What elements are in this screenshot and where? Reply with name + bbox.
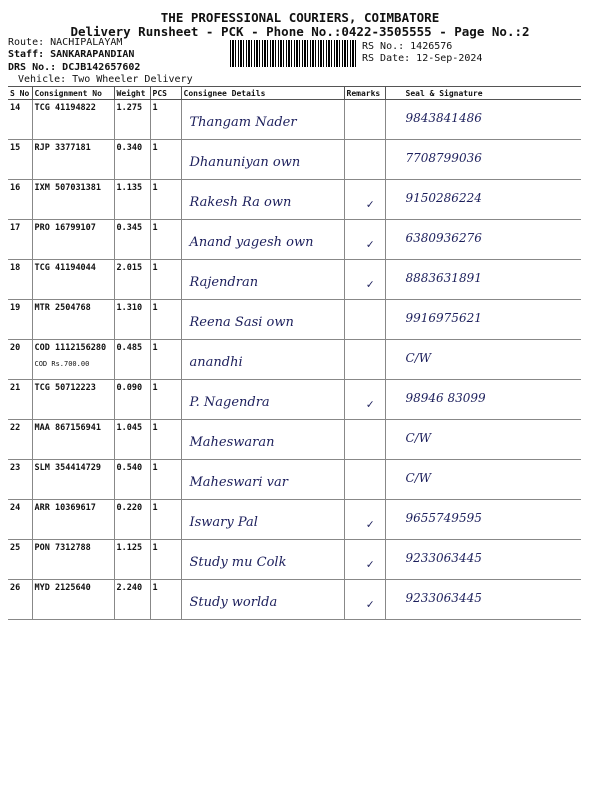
table-row bbox=[8, 180, 581, 220]
signature-text: 9655749595 bbox=[405, 511, 482, 525]
consignment-text: COD 1112156280 bbox=[34, 343, 107, 353]
consignment-text: TCG 41194822 bbox=[34, 103, 96, 113]
consignee-text: Anand yagesh own bbox=[189, 235, 314, 250]
col-header-sno: S No bbox=[8, 87, 32, 100]
consignee-text: Dhanuniyan own bbox=[189, 155, 301, 170]
col-header-remarks: Remarks bbox=[344, 87, 385, 100]
signature-text: 98946 83099 bbox=[405, 391, 486, 405]
pcs-text: 1 bbox=[152, 423, 158, 433]
pcs-cell bbox=[150, 580, 181, 620]
signature-cell bbox=[385, 460, 581, 500]
pcs-cell bbox=[150, 380, 181, 420]
table-row bbox=[8, 300, 581, 340]
rs-number: RS No.: 1426576 bbox=[362, 41, 453, 52]
signature-text: 9150286224 bbox=[405, 191, 482, 205]
consignment-cell bbox=[32, 340, 114, 380]
pcs-cell bbox=[150, 180, 181, 220]
col-header-weight: Weight bbox=[114, 87, 150, 100]
consignee-text: Maheswari var bbox=[189, 475, 288, 490]
consignment-text: IXM 507031381 bbox=[34, 183, 102, 193]
signature-cell bbox=[385, 180, 581, 220]
staff-label: Staff: SANKARAPANDIAN bbox=[8, 49, 135, 60]
consignment-text: TCG 41194044 bbox=[34, 263, 96, 273]
col-header-pcs: PCS bbox=[150, 87, 181, 100]
remarks-text: ✓ bbox=[366, 197, 374, 211]
weight-text: 1.310 bbox=[116, 303, 143, 313]
remarks-cell bbox=[344, 140, 385, 180]
consignment-text: MYD 2125640 bbox=[34, 583, 91, 593]
consignee-text: Iswary Pal bbox=[189, 515, 258, 530]
pcs-text: 1 bbox=[152, 383, 158, 393]
sno-cell bbox=[8, 300, 32, 340]
pcs-cell bbox=[150, 140, 181, 180]
weight-text: 1.275 bbox=[116, 103, 143, 113]
signature-cell bbox=[385, 500, 581, 540]
pcs-text: 1 bbox=[152, 343, 158, 353]
weight-text: 2.240 bbox=[116, 583, 143, 593]
vehicle-label: Vehicle: Two Wheeler Delivery bbox=[18, 74, 193, 85]
consignee-text: Study mu Colk bbox=[189, 555, 287, 570]
consignee-text: anandhi bbox=[189, 355, 243, 370]
signature-cell bbox=[385, 420, 581, 460]
consignment-text: PRO 16799107 bbox=[34, 223, 96, 233]
weight-text: 1.135 bbox=[116, 183, 143, 193]
remarks-text: ✓ bbox=[366, 597, 374, 611]
weight-text: 1.125 bbox=[116, 543, 143, 553]
consignment-text: TCG 50712223 bbox=[34, 383, 96, 393]
consignee-text: P. Nagendra bbox=[189, 395, 270, 410]
consignee-cell bbox=[181, 540, 344, 580]
sno-text: 17 bbox=[10, 223, 21, 233]
remarks-cell bbox=[344, 260, 385, 300]
consignee-text: Rajendran bbox=[189, 275, 259, 290]
table-header-row bbox=[8, 87, 581, 100]
consignee-cell bbox=[181, 460, 344, 500]
pcs-text: 1 bbox=[152, 263, 158, 273]
signature-cell bbox=[385, 100, 581, 140]
table-row bbox=[8, 260, 581, 300]
pcs-text: 1 bbox=[152, 223, 158, 233]
signature-text: 7708799036 bbox=[405, 151, 482, 165]
remarks-cell bbox=[344, 220, 385, 260]
table-row bbox=[8, 580, 581, 620]
signature-text: 9843841486 bbox=[405, 111, 482, 125]
remarks-cell bbox=[344, 540, 385, 580]
consignment-cell bbox=[32, 380, 114, 420]
consignee-text: Rakesh Ra own bbox=[189, 195, 292, 210]
remarks-cell bbox=[344, 180, 385, 220]
consignment-cell bbox=[32, 100, 114, 140]
col-header-signature: Seal & Signature bbox=[385, 87, 581, 100]
rs-date: RS Date: 12-Sep-2024 bbox=[362, 53, 483, 64]
remarks-cell bbox=[344, 300, 385, 340]
consignee-cell bbox=[181, 420, 344, 460]
consignee-cell bbox=[181, 580, 344, 620]
consignment-cell bbox=[32, 580, 114, 620]
consignment-cell bbox=[32, 140, 114, 180]
pcs-cell bbox=[150, 460, 181, 500]
consignment-cell bbox=[32, 220, 114, 260]
signature-text: 6380936276 bbox=[405, 231, 482, 245]
pcs-cell bbox=[150, 500, 181, 540]
sno-cell bbox=[8, 580, 32, 620]
signature-cell bbox=[385, 380, 581, 420]
consignment-cell bbox=[32, 500, 114, 540]
signature-cell bbox=[385, 220, 581, 260]
pcs-cell bbox=[150, 420, 181, 460]
cod-amount: COD Rs.700.00 bbox=[34, 360, 90, 368]
sno-cell bbox=[8, 540, 32, 580]
weight-text: 0.090 bbox=[116, 383, 143, 393]
sno-cell bbox=[8, 140, 32, 180]
consignee-cell bbox=[181, 260, 344, 300]
consignee-cell bbox=[181, 340, 344, 380]
table-row bbox=[8, 100, 581, 140]
table-row bbox=[8, 460, 581, 500]
barcode-icon bbox=[230, 40, 356, 67]
sno-cell bbox=[8, 420, 32, 460]
signature-cell bbox=[385, 140, 581, 180]
weight-cell bbox=[114, 340, 150, 380]
weight-text: 2.015 bbox=[116, 263, 143, 273]
weight-cell bbox=[114, 500, 150, 540]
signature-text: 8883631891 bbox=[405, 271, 482, 285]
sno-cell bbox=[8, 340, 32, 380]
weight-cell bbox=[114, 100, 150, 140]
consignment-text: RJP 3377181 bbox=[34, 143, 91, 153]
weight-cell bbox=[114, 460, 150, 500]
remarks-cell bbox=[344, 420, 385, 460]
signature-cell bbox=[385, 260, 581, 300]
sno-cell bbox=[8, 380, 32, 420]
consignee-cell bbox=[181, 500, 344, 540]
pcs-text: 1 bbox=[152, 583, 158, 593]
sno-text: 26 bbox=[10, 583, 21, 593]
weight-text: 0.340 bbox=[116, 143, 143, 153]
weight-cell bbox=[114, 220, 150, 260]
consignee-cell bbox=[181, 300, 344, 340]
signature-cell bbox=[385, 580, 581, 620]
remarks-cell bbox=[344, 340, 385, 380]
pcs-text: 1 bbox=[152, 463, 158, 473]
pcs-cell bbox=[150, 260, 181, 300]
remarks-text: ✓ bbox=[366, 557, 374, 571]
remarks-cell bbox=[344, 100, 385, 140]
pcs-text: 1 bbox=[152, 503, 158, 513]
runsheet-title: Delivery Runsheet - PCK - Phone No.:0422-3505555 - Page No.:2 bbox=[70, 24, 530, 39]
consignment-cell bbox=[32, 420, 114, 460]
signature-text: C/W bbox=[405, 351, 432, 365]
consignee-cell bbox=[181, 220, 344, 260]
signature-text: 9233063445 bbox=[405, 591, 482, 605]
remarks-text: ✓ bbox=[366, 517, 374, 531]
sno-text: 16 bbox=[10, 183, 21, 193]
consignment-cell bbox=[32, 260, 114, 300]
sno-cell bbox=[8, 100, 32, 140]
sno-text: 19 bbox=[10, 303, 21, 313]
runsheet-body bbox=[8, 100, 581, 620]
table-row bbox=[8, 340, 581, 380]
drs-number: DRS No.: DCJB142657602 bbox=[8, 62, 141, 73]
table-row bbox=[8, 540, 581, 580]
signature-cell bbox=[385, 540, 581, 580]
sno-text: 25 bbox=[10, 543, 21, 553]
consignee-text: Maheswaran bbox=[189, 435, 275, 450]
signature-cell bbox=[385, 300, 581, 340]
sno-text: 22 bbox=[10, 423, 21, 433]
remarks-cell bbox=[344, 380, 385, 420]
weight-text: 0.540 bbox=[116, 463, 143, 473]
remarks-cell bbox=[344, 460, 385, 500]
weight-text: 0.485 bbox=[116, 343, 143, 353]
consignee-cell bbox=[181, 140, 344, 180]
consignment-cell bbox=[32, 180, 114, 220]
pcs-cell bbox=[150, 100, 181, 140]
consignment-cell bbox=[32, 300, 114, 340]
weight-text: 0.345 bbox=[116, 223, 143, 233]
weight-cell bbox=[114, 380, 150, 420]
table-row bbox=[8, 420, 581, 460]
weight-cell bbox=[114, 540, 150, 580]
consignment-text: SLM 354414729 bbox=[34, 463, 102, 473]
sno-text: 15 bbox=[10, 143, 21, 153]
sno-text: 23 bbox=[10, 463, 21, 473]
table-row bbox=[8, 140, 581, 180]
sno-cell bbox=[8, 500, 32, 540]
weight-cell bbox=[114, 580, 150, 620]
sno-cell bbox=[8, 460, 32, 500]
sno-text: 24 bbox=[10, 503, 21, 513]
sno-cell bbox=[8, 220, 32, 260]
consignment-text: PON 7312788 bbox=[34, 543, 91, 553]
consignment-text: MTR 2504768 bbox=[34, 303, 91, 313]
consignment-text: ARR 10369617 bbox=[34, 503, 96, 513]
signature-text: C/W bbox=[405, 431, 432, 445]
col-header-consignee: Consignee Details bbox=[181, 87, 344, 100]
pcs-cell bbox=[150, 220, 181, 260]
pcs-text: 1 bbox=[152, 183, 158, 193]
consignment-cell bbox=[32, 460, 114, 500]
signature-text: 9916975621 bbox=[405, 311, 482, 325]
sno-text: 18 bbox=[10, 263, 21, 273]
pcs-cell bbox=[150, 540, 181, 580]
weight-cell bbox=[114, 180, 150, 220]
weight-cell bbox=[114, 420, 150, 460]
consignment-text: MAA 867156941 bbox=[34, 423, 102, 433]
remarks-text: ✓ bbox=[366, 237, 374, 251]
signature-text: 9233063445 bbox=[405, 551, 482, 565]
pcs-text: 1 bbox=[152, 543, 158, 553]
weight-text: 0.220 bbox=[116, 503, 143, 513]
consignee-cell bbox=[181, 100, 344, 140]
pcs-text: 1 bbox=[152, 303, 158, 313]
runsheet-table bbox=[8, 86, 581, 620]
weight-cell bbox=[114, 300, 150, 340]
route-label: Route: NACHIPALAYAM bbox=[8, 37, 123, 48]
consignee-cell bbox=[181, 380, 344, 420]
pcs-cell bbox=[150, 340, 181, 380]
pcs-text: 1 bbox=[152, 143, 158, 153]
table-row bbox=[8, 500, 581, 540]
sno-text: 14 bbox=[10, 103, 21, 113]
consignee-cell bbox=[181, 180, 344, 220]
company-title: THE PROFESSIONAL COURIERS, COIMBATORE bbox=[160, 10, 440, 25]
signature-cell bbox=[385, 340, 581, 380]
remarks-cell bbox=[344, 500, 385, 540]
weight-text: 1.045 bbox=[116, 423, 143, 433]
sno-text: 20 bbox=[10, 343, 21, 353]
signature-text: C/W bbox=[405, 471, 432, 485]
table-row bbox=[8, 220, 581, 260]
remarks-cell bbox=[344, 580, 385, 620]
sno-text: 21 bbox=[10, 383, 21, 393]
remarks-text: ✓ bbox=[366, 397, 374, 411]
pcs-text: 1 bbox=[152, 103, 158, 113]
remarks-text: ✓ bbox=[366, 277, 374, 291]
consignee-text: Study worlda bbox=[189, 595, 278, 610]
consignee-text: Thangam Nader bbox=[189, 115, 297, 130]
sno-cell bbox=[8, 180, 32, 220]
sno-cell bbox=[8, 260, 32, 300]
table-row bbox=[8, 380, 581, 420]
consignee-text: Reena Sasi own bbox=[189, 315, 294, 330]
consignment-cell bbox=[32, 540, 114, 580]
col-header-consignment: Consignment No bbox=[32, 87, 114, 100]
weight-cell bbox=[114, 260, 150, 300]
weight-cell bbox=[114, 140, 150, 180]
pcs-cell bbox=[150, 300, 181, 340]
